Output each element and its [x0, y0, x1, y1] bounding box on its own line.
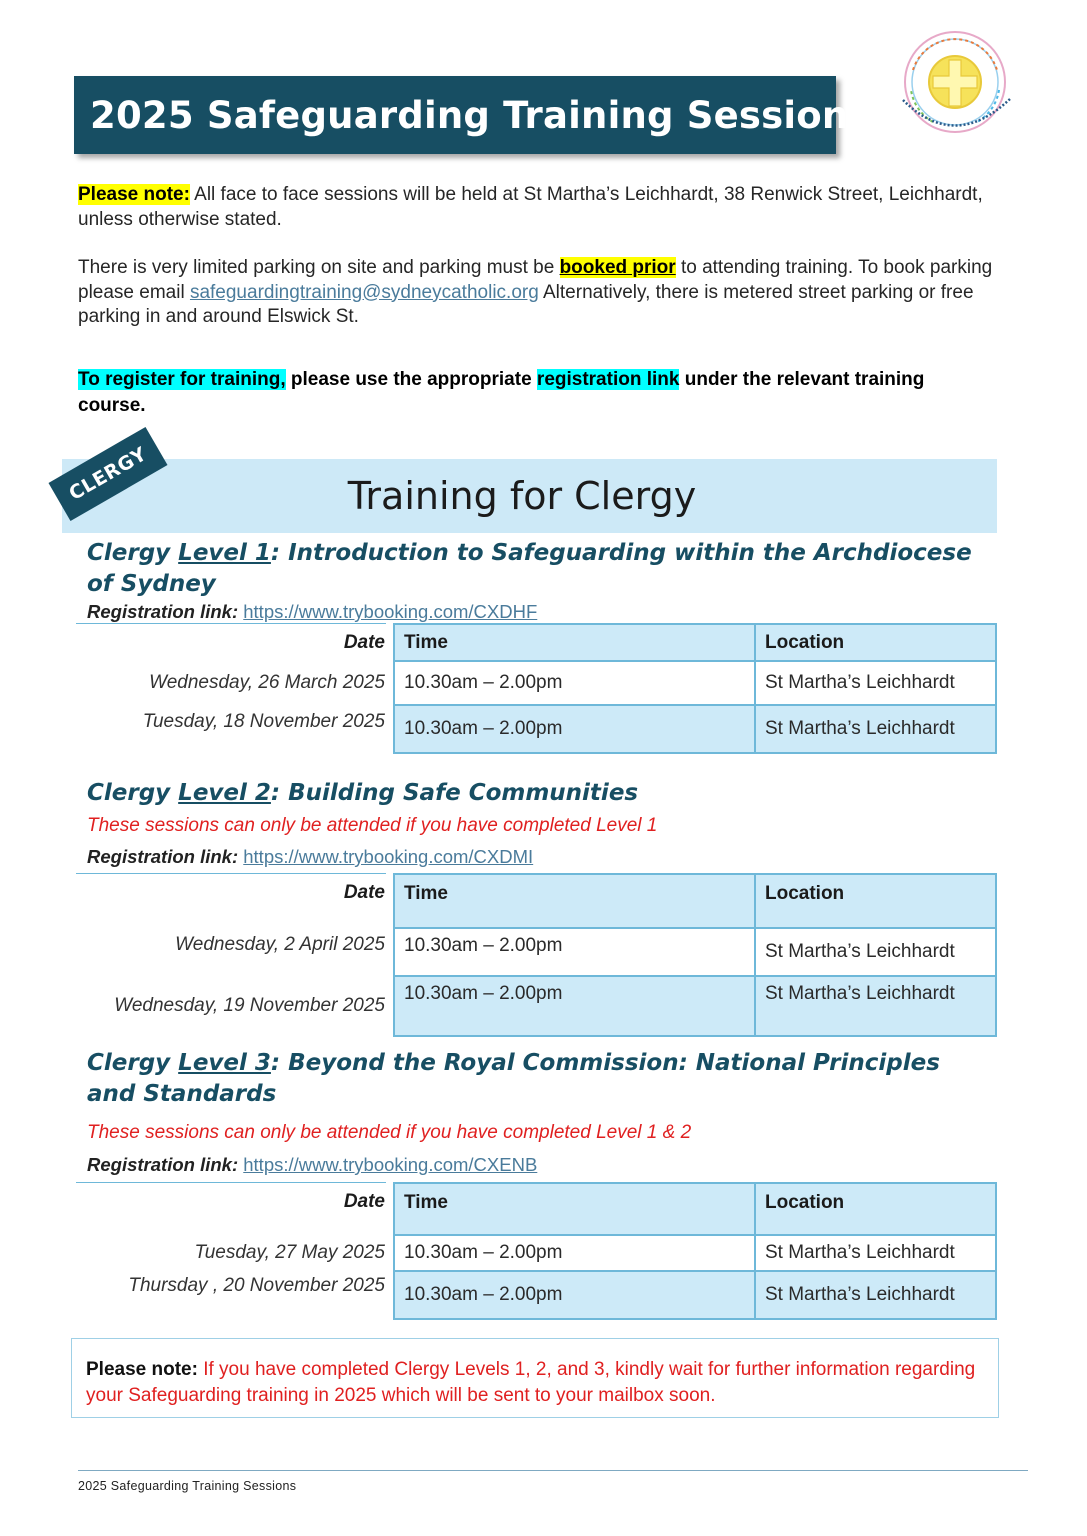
course-heading-level-1: Clergy Level 1: Introduction to Safeguarding within the Archdiocese of Sydney: [87, 540, 972, 597]
table-row: [76, 705, 996, 753]
register-text-2: under the relevant training course.: [78, 369, 925, 416]
final-note-text: If you have completed Clergy Levels 1, 2, and 3, kindly wait for further information regarding your Safeguarding training in 2025 which will be sent to your mailbox soon.: [86, 1359, 976, 1406]
title-banner: [74, 76, 871, 154]
header-date: Date: [343, 1191, 385, 1212]
session-date: Tuesday, 27 May 2025: [194, 1242, 385, 1263]
session-date: Wednesday, 19 November 2025: [114, 995, 385, 1016]
register-text: please use the appropriate: [285, 369, 537, 390]
booked-prior-highlight: booked prior: [559, 257, 676, 278]
parking-text-2: to attending training. To book parking please email: [78, 257, 993, 303]
note-text: All face to face sessions will be held at St Martha’s Leichhardt, 38 Renwick Street, Leichhardt, unless otherwise stated.: [78, 184, 983, 230]
header-time: Time: [394, 1183, 755, 1235]
registration-line-level-3: [87, 1154, 537, 1176]
header-time: Time: [394, 624, 755, 661]
session-location: St Martha’s Leichhardt: [755, 1271, 996, 1319]
registration-line-level-1: [87, 601, 537, 623]
course-heading-level-2: Clergy Level 2: Building Safe Communities: [87, 780, 639, 806]
table-row: [76, 928, 996, 976]
clergy-tag: CLERGY: [49, 427, 168, 521]
parking-note: [78, 256, 1018, 330]
session-time: 10.30am – 2.00pm: [394, 661, 755, 705]
session-time: 10.30am – 2.00pm: [394, 976, 755, 1036]
header-date: Date: [343, 882, 385, 903]
session-time: 10.30am – 2.00pm: [394, 1271, 755, 1319]
registration-link-level-3[interactable]: https://www.trybooking.com/CXENB: [243, 1154, 538, 1175]
register-instructions: [78, 367, 978, 419]
page-title: 2025 Safeguarding Training Sessions: [90, 93, 871, 137]
registration-label: Registration link:: [87, 1154, 239, 1175]
table-row: [76, 1235, 996, 1271]
parking-email-link[interactable]: safeguardingtraining@sydneycatholic.org: [189, 281, 539, 303]
course-heading-level-3: Clergy Level 3: Beyond the Royal Commission: National Principles and Standards: [87, 1050, 940, 1107]
final-note-label: Please note:: [86, 1359, 198, 1380]
session-date: Thursday , 20 November 2025: [128, 1275, 385, 1296]
session-date: Tuesday, 18 November 2025: [142, 711, 385, 732]
venue-note: [78, 183, 1018, 232]
session-date: Wednesday, 26 March 2025: [149, 672, 385, 693]
session-location: St Martha’s Leichhardt: [755, 1235, 996, 1271]
schedule-table-level-2: [76, 873, 997, 1037]
footer-text: 2025 Safeguarding Training Sessions: [78, 1479, 297, 1493]
header-location: Location: [755, 624, 996, 661]
session-date: Wednesday, 2 April 2025: [175, 934, 385, 955]
section-title: Training for Clergy: [347, 474, 697, 518]
header-time: Time: [394, 874, 755, 928]
parking-text-3: Alternatively, there is metered street parking or free parking in and around Elswick St.: [78, 281, 974, 327]
session-time: 10.30am – 2.00pm: [394, 1235, 755, 1271]
session-location: St Martha’s Leichhardt: [755, 661, 996, 705]
footer-divider: [78, 1470, 1028, 1471]
table-row: [76, 661, 996, 705]
register-highlight: To register for training,: [78, 369, 286, 390]
session-location: St Martha’s Leichhardt: [755, 928, 996, 976]
registration-link-highlight: registration link: [536, 369, 680, 390]
registration-label: Registration link:: [87, 601, 239, 622]
schedule-table-level-3: [76, 1182, 997, 1320]
registration-link-level-1[interactable]: https://www.trybooking.com/CXDHF: [243, 601, 538, 622]
registration-label: Registration link:: [87, 846, 239, 867]
header-location: Location: [755, 1183, 996, 1235]
header-date: Date: [343, 631, 385, 653]
final-note-box: [71, 1338, 999, 1418]
registration-link-level-2[interactable]: https://www.trybooking.com/CXDMI: [243, 846, 534, 867]
session-location: St Martha’s Leichhardt: [755, 976, 996, 1036]
session-location: St Martha’s Leichhardt: [755, 705, 996, 753]
parking-text: There is very limited parking on site and parking must be: [78, 257, 560, 278]
prerequisite-level-2: These sessions can only be attended if you have completed Level 1: [87, 815, 658, 836]
header-location: Location: [755, 874, 996, 928]
table-row: [76, 1271, 996, 1319]
schedule-table-level-1: [76, 623, 997, 754]
safeguarding-logo-icon: [893, 24, 1023, 149]
note-label: Please note:: [78, 184, 190, 205]
table-row: [76, 976, 996, 1036]
session-time: 10.30am – 2.00pm: [394, 705, 755, 753]
prerequisite-level-3: These sessions can only be attended if you have completed Level 1 & 2: [87, 1122, 692, 1143]
session-time: 10.30am – 2.00pm: [394, 928, 755, 976]
registration-line-level-2: [87, 846, 533, 868]
